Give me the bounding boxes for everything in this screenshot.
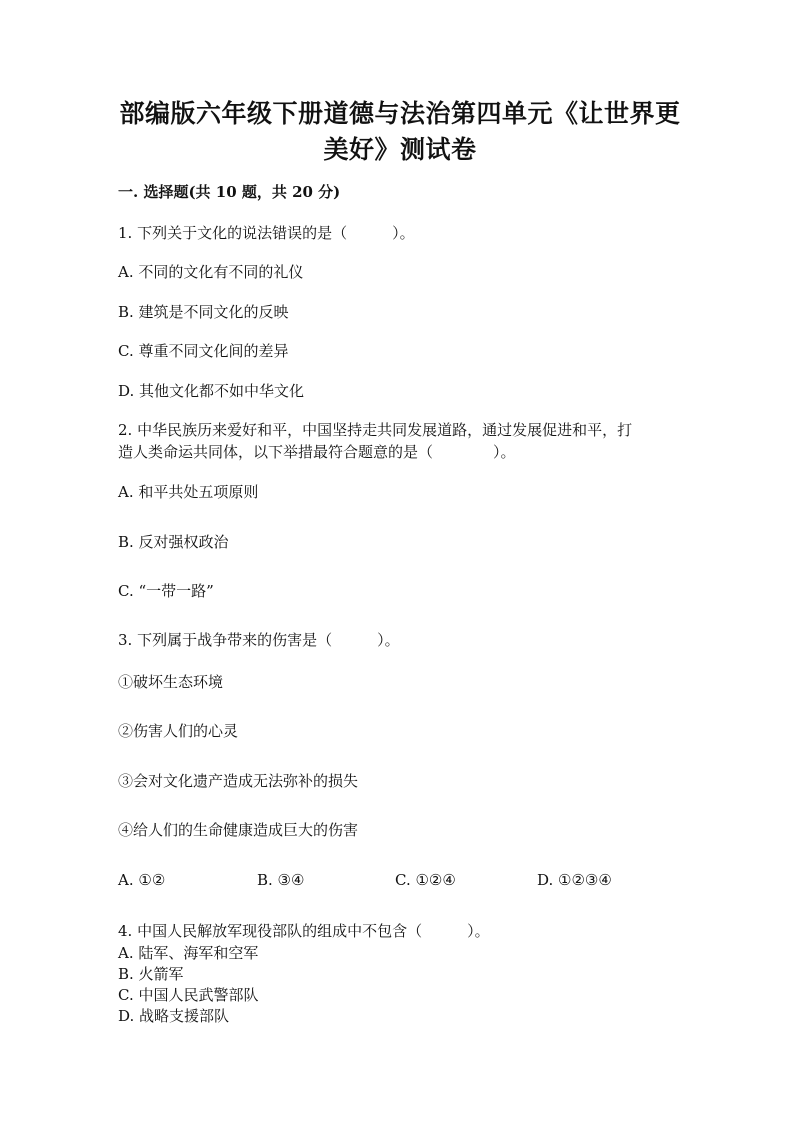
q3-option-a: A. ①② — [118, 871, 166, 889]
q2-option-c: C. “一带一路” — [118, 582, 214, 600]
q4-option-c: C. 中国人民武警部队 — [118, 986, 259, 1004]
q2-option-b: B. 反对强权政治 — [118, 533, 229, 551]
question-1-stem: 1. 下列关于文化的说法错误的是（ ）。 — [118, 224, 415, 242]
q2-option-a: A. 和平共处五项原则 — [118, 483, 259, 501]
title-line-2: 美好》测试卷 — [323, 135, 477, 164]
q3-option-b: B. ③④ — [257, 871, 305, 889]
question-2-stem-line-2: 造人类命运共同体，以下举措最符合题意的是（ ）。 — [118, 443, 516, 461]
q1-option-b: B. 建筑是不同文化的反映 — [118, 303, 289, 321]
q4-option-d: D. 战略支援部队 — [118, 1007, 230, 1025]
question-4-stem: 4. 中国人民解放军现役部队的组成中不包含（ ）。 — [118, 922, 490, 940]
q4-option-b: B. 火箭军 — [118, 965, 184, 983]
exam-title — [110, 96, 690, 168]
q3-item-3: ③会对文化遗产造成无法弥补的损失 — [118, 772, 359, 790]
q3-item-1: ①破坏生态环境 — [118, 673, 224, 691]
q1-option-d: D. 其他文化都不如中华文化 — [118, 382, 305, 400]
section-heading: 一. 选择题(共 10 题，共 20 分) — [118, 183, 341, 201]
q3-option-d: D. ①②③④ — [537, 871, 612, 889]
question-2-stem-line-1: 2. 中华民族历来爱好和平，中国坚持走共同发展道路，通过发展促进和平，打 — [118, 421, 633, 439]
q3-item-2: ②伤害人们的心灵 — [118, 722, 239, 740]
q1-option-c: C. 尊重不同文化间的差异 — [118, 342, 289, 360]
q1-option-a: A. 不同的文化有不同的礼仪 — [118, 263, 304, 281]
q4-option-a: A. 陆军、海军和空军 — [118, 944, 259, 962]
q3-option-c: C. ①②④ — [395, 871, 456, 889]
question-3-stem: 3. 下列属于战争带来的伤害是（ ）。 — [118, 631, 400, 649]
title-line-1: 部编版六年级下册道德与法治第四单元《让世界更 — [119, 99, 681, 128]
q3-item-4: ④给人们的生命健康造成巨大的伤害 — [118, 821, 359, 839]
